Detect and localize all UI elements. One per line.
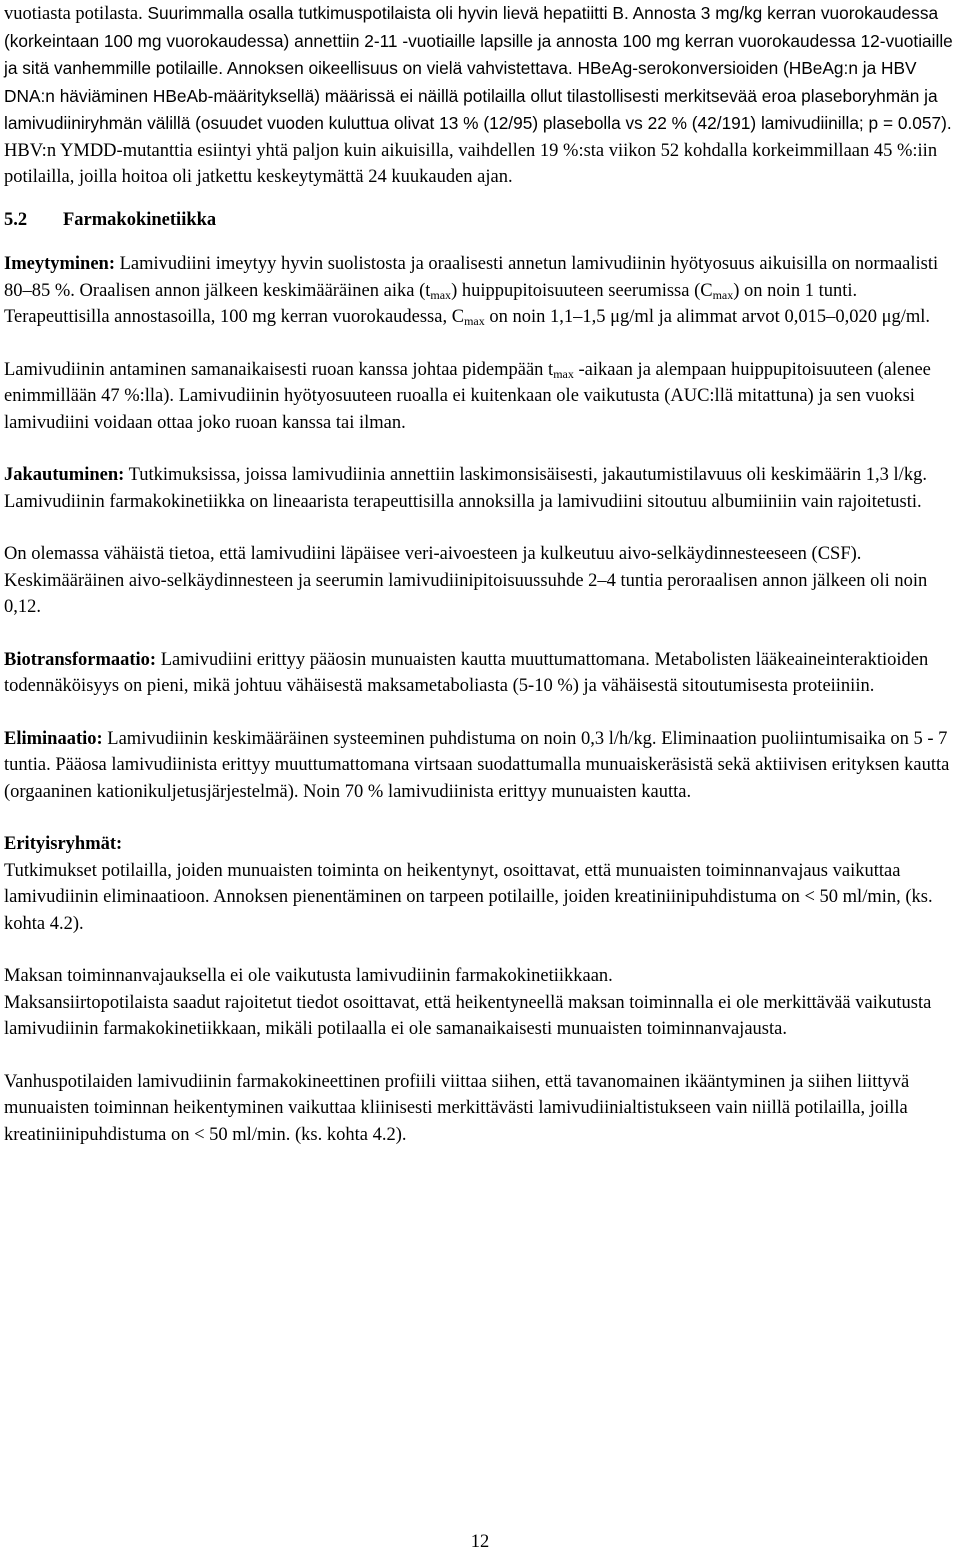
absorption-text-2c: ) on noin 1 tunti. — [733, 280, 858, 301]
absorption-text-3c: 1,5 μg/ml ja alimmat arvot 0,015 — [582, 307, 827, 327]
elimination-text-1: Lamivudiinin keskimääräinen systeeminen puhdistuma on noin 0,3 l/h/kg. — [102, 728, 657, 749]
intro-sentence-3: HBeAg-serokonversioiden (HBeAg:n ja HBV DNA:n häviäminen HBeAb-määrityksellä) määrissä ei näillä potilailla ollut tilastollisesti merkitsevää eroa plaseboryhmän ja lamivudiiniryhmän välillä (osuudet vuoden kuluttua olivat 13 % (12/95) plasebolla vs 22 % (42/191) lamivudiinilla; p = 0.057). — [4, 58, 952, 133]
paragraph-spacer — [4, 937, 956, 963]
csf-text-2a: Keskimääräinen aivo-selkäydinnesteen ja seerumin lamivudiinipitoisuussuhde 2 — [4, 570, 598, 591]
paragraph-spacer — [4, 331, 956, 357]
special-groups-paragraph — [4, 858, 956, 938]
dash: – — [597, 570, 607, 591]
elimination-text-3: Pääosa lamivudiinista erittyy muuttumattomana virtsaan suodattumalla munuaiskeräsistä sekä aktiivisen erityksen kautta (orgaaninen kationikuljetusjärjestelmä). — [4, 755, 950, 802]
biotransformation-label: Biotransformaatio: — [4, 649, 157, 670]
liver-paragraph-2: Maksansiirtopotilaista saadut rajoitetut tiedot osoittavat, että heikentyneellä maksan toiminnalla ei ole merkittävää vaikutusta lamivudiinin farmakokinetiikkaan, mikäli potilaalla ei ole samanaikaisesti munuaisten toiminnanvajausta. — [4, 992, 932, 1039]
absorption-text-3a: Terapeuttisilla annostasoilla, 100 mg kerran vuorokaudessa, C — [4, 307, 465, 327]
subscript: max — [464, 314, 485, 328]
distribution-paragraph — [4, 462, 956, 515]
biotransformation-paragraph — [4, 647, 956, 700]
absorption-text-2a: Oraalisen annon jälkeen keskimääräinen aika (t — [74, 280, 431, 301]
paragraph-spacer — [4, 515, 956, 541]
absorption-text-1b: 85 %. — [31, 280, 75, 301]
paragraph-spacer — [4, 621, 956, 647]
elimination-text-4: Noin 70 % lamivudiinista erittyy munuaisten kautta. — [298, 781, 692, 802]
intro-paragraph — [4, 0, 956, 191]
distribution-text-2: Lamivudiinin farmakokinetiikka on lineaarista terapeuttisilla annoksilla ja lamivudiini sitoutuu albumiiniin vain rajoitetusti. — [4, 491, 922, 512]
subscript: max — [553, 366, 574, 381]
csf-text-2b: 4 tuntia peroraalisen annon jälkeen oli noin 0,12. — [4, 570, 928, 617]
elimination-text-2: Eliminaation puoliintumisaika on 5 - 7 tuntia. — [4, 728, 948, 775]
section-number: 5.2 — [4, 209, 28, 230]
biotransformation-text-1: Lamivudiini erittyy pääosin munuaisten kautta muuttumattomana. — [156, 649, 650, 670]
food-text-1a: Lamivudiinin antaminen samanaikaisesti ruoan kanssa johtaa pidempään t — [4, 359, 554, 380]
absorption-paragraph — [4, 251, 956, 331]
paragraph-spacer — [4, 1043, 956, 1069]
distribution-label: Jakautuminen: — [4, 465, 125, 485]
intro-sentence-4: HBV:n YMDD-mutanttia esiintyi yhtä paljon kuin aikuisilla, vaihdellen 19 %:sta viikon 52 kohdalla korkeimmillaan 45 %:iin potilailla, joilla hoitoa oli jatkettu keskeytymättä 24 kuukauden ajan. — [4, 140, 938, 187]
elimination-label: Eliminaatio: — [4, 728, 103, 749]
distribution-text-1: Tutkimuksissa, joissa lamivudiinia annettiin laskimonsisäisesti, jakautumistilavuus oli keskimäärin 1,3 l/kg. — [124, 465, 927, 485]
subscript: max — [430, 287, 452, 302]
absorption-text-1: Lamivudiini imeytyy hyvin suolistosta ja oraalisesti annetun lamivudiinin hyötyosuus aikuisilla on normaalisti 80 — [4, 254, 939, 301]
biotransformation-text-2: Metabolisten lääkeaineinteraktioiden todennäköisyys on pieni, mikä johtuu vähäisestä maksametaboliasta (5-10 %) ja vähäisestä sitoutumisesta proteiiniin. — [4, 649, 929, 696]
absorption-text-3b: on noin 1,1 — [484, 307, 574, 327]
dash: – — [826, 307, 836, 327]
csf-text-1: On olemassa vähäistä tietoa, että lamivudiini läpäisee veri-aivoesteen ja kulkeutuu aivo-selkäydinnesteeseen (CSF). — [4, 544, 862, 564]
paragraph-spacer — [4, 436, 956, 462]
absorption-text-2b: ) huippupitoisuuteen seerumissa (C — [451, 280, 713, 301]
page-number: 12 — [470, 1532, 490, 1552]
dash: – — [22, 280, 32, 301]
csf-paragraph — [4, 541, 956, 621]
special-text-1: Tutkimukset potilailla, joiden munuaisten toiminta on heikentynyt, osoittavat, että munuaisten toiminnanvajaus vaikuttaa lamivudiinin eliminaatioon. — [4, 860, 901, 907]
intro-sentence-1: vuotiasta potilasta. — [4, 4, 143, 24]
special-text-2: Annoksen pienentäminen on tarpeen potilaille, joiden kreatiniinipuhdistuma on < 50 ml/min, (ks. kohta 4.2). — [4, 887, 933, 934]
special-groups-heading: Erityisryhmät: — [4, 834, 123, 854]
food-paragraph — [4, 357, 956, 437]
elimination-paragraph — [4, 726, 956, 806]
food-text-2: Lamivudiinin hyötyosuuteen ruoalla ei kuitenkaan ole vaikutusta (AUC:llä mitattuna) ja sen vuoksi lamivudiini voidaan ottaa joko ruoan kanssa tai ilman. — [4, 386, 915, 433]
elderly-paragraph: Vanhuspotilaiden lamivudiinin farmakokineettinen profiili viittaa siihen, että tavanomainen ikääntyminen ja siihen liittyvä munuaisten toiminnan heikentyminen vaikuttaa kliinisesti merkittävästi lamivudiinialtistukseen vain niillä potilailla, joilla kreatiniinipuhdistuma on < 50 ml/min. (ks. kohta 4.2). — [4, 1071, 910, 1145]
intro-sentence-2: Suurimmalla osalla tutkimuspotilaista oli hyvin lievä hepatiitti B. Annosta 3 mg/kg kerran vuorokaudessa (korkeintaan 100 mg vuorokaudessa) annettiin 2-11 -vuotiaille lapsille ja annosta 100 mg kerran vuorokaudessa 12-vuotiaille ja sitä vanhemmille potilaille. Annoksen oikeellisuus on vielä vahvistettava. — [4, 3, 953, 78]
paragraph-spacer — [4, 700, 956, 726]
absorption-label: Imeytyminen: — [4, 254, 115, 274]
document-page — [4, 0, 956, 1148]
section-heading — [4, 207, 956, 234]
paragraph-spacer — [4, 805, 956, 831]
liver-paragraph-1: Maksan toiminnanvajauksella ei ole vaikutusta lamivudiinin farmakokinetiikkaan. — [4, 966, 613, 986]
food-text-1b: -aikaan ja alempaan huippupitoisuuteen (alenee enimmillään 47 %:lla). — [4, 359, 931, 406]
absorption-text-3d: 0,020 μg/ml. — [835, 307, 931, 327]
subscript: max — [712, 287, 734, 302]
dash: – — [573, 307, 583, 327]
section-title: Farmakokinetiikka — [63, 209, 217, 230]
